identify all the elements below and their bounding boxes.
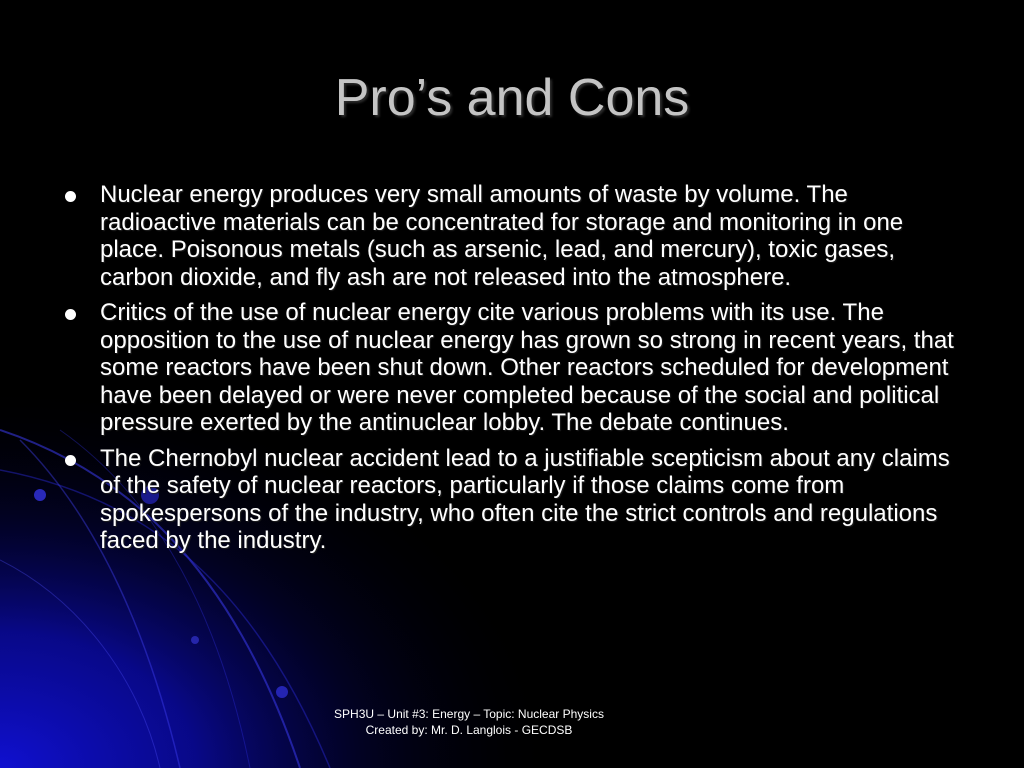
bullet-list	[58, 181, 958, 563]
slide-title: Pro’s and Cons	[334, 69, 690, 127]
bullet-item	[58, 299, 958, 437]
bullet-item	[58, 181, 958, 291]
bullet-text: The Chernobyl nuclear accident lead to a justifiable scepticism about any claims of the safety of nuclear reactors, particularly if those claims come from spokespersons of the industry, who often cite the strict controls and regulations faced by the industry.	[100, 444, 950, 554]
bullet-dot-icon	[65, 191, 76, 202]
footer-author-line: Created by: Mr. D. Langlois - GECDSB	[365, 723, 573, 737]
footer-course-line: SPH3U – Unit #3: Energy – Topic: Nuclear Physics	[334, 707, 604, 721]
bullet-dot-icon	[65, 309, 76, 320]
bullet-text: Critics of the use of nuclear energy cite various problems with its use. The opposition to the use of nuclear energy has grown so strong in recent years, that some reactors have been shut down. Other reactors scheduled for development have been delayed or were never completed because of the social and political pressure exerted by the antinuclear lobby. The debate continues.	[100, 299, 954, 436]
bullet-text: Nuclear energy produces very small amounts of waste by volume. The radioactive materials can be concentrated for storage and monitoring in one place. Poisonous metals (such as arsenic, lead, and mercury), toxic gases, carbon dioxide, and fly ash are not released into the atmosphere.	[100, 181, 904, 291]
bullet-dot-icon	[65, 455, 76, 466]
slide-footer	[0, 706, 938, 738]
bullet-item	[58, 445, 958, 555]
